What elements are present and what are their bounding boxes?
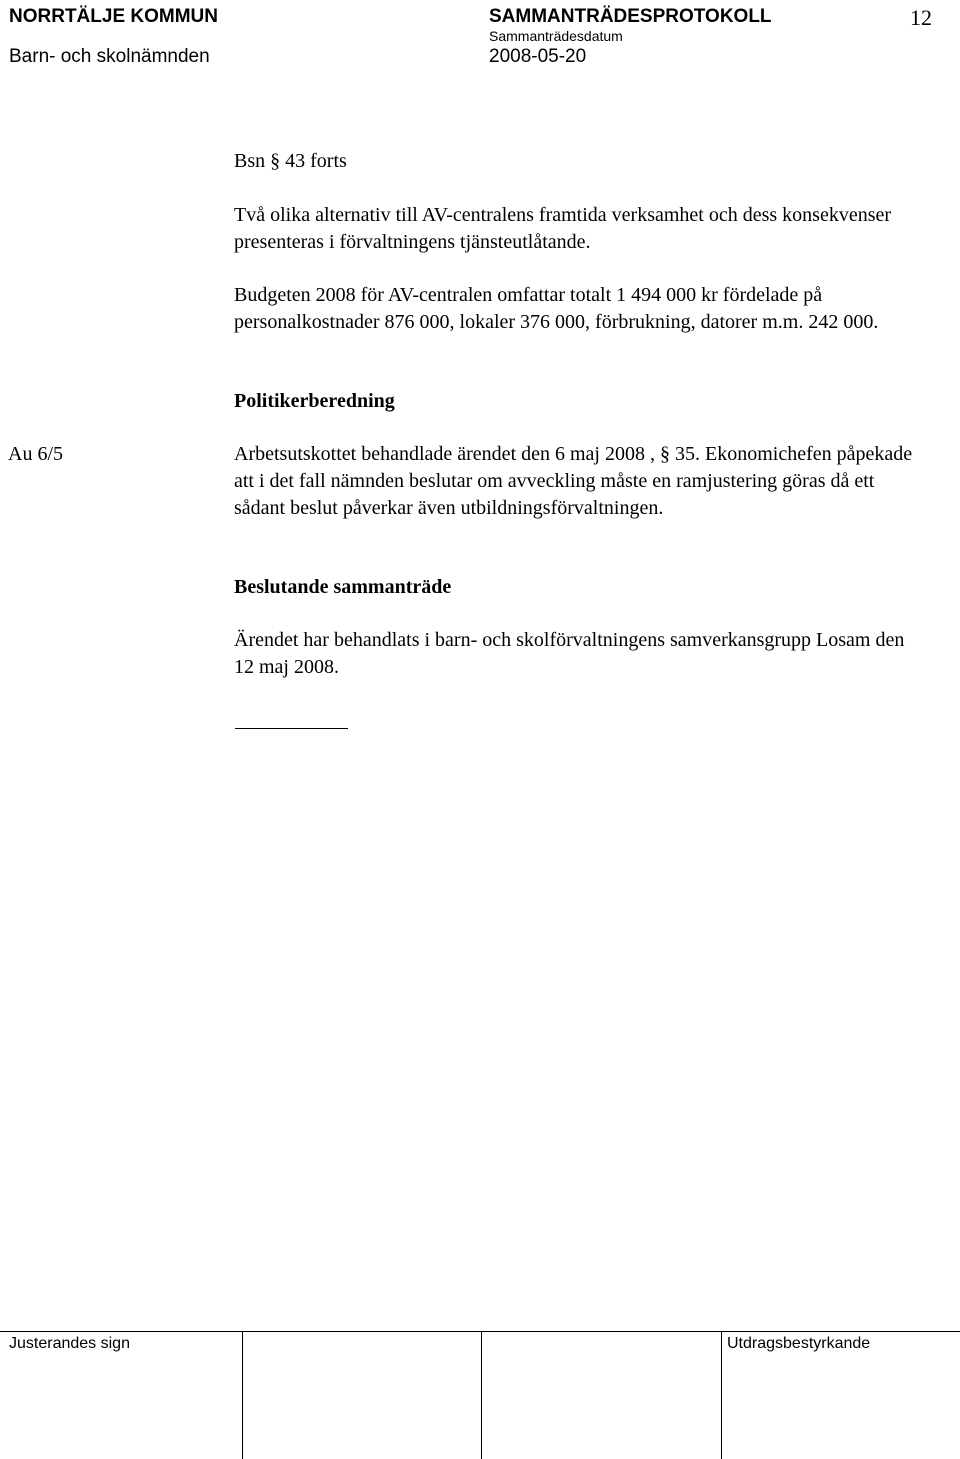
heading-politikerberedning: Politikerberedning: [234, 390, 395, 412]
committee-name: Barn- och skolnämnden: [9, 46, 210, 67]
margin-reference: Au 6/5: [8, 443, 63, 465]
paragraph-losam: Ärendet har behandlats i barn- och skolförvaltningens samverkansgrupp Losam den 12 maj 2008.: [234, 629, 905, 678]
document-type: SAMMANTRÄDESPROTOKOLL: [489, 6, 772, 27]
municipality-name: NORRTÄLJE KOMMUN: [9, 6, 218, 27]
heading-beslutande-sammantrade: Beslutande sammanträde: [234, 576, 452, 598]
date-label: Sammanträdesdatum: [489, 28, 623, 44]
paragraph-arbetsutskottet: Arbetsutskottet behandlade ärendet den 6 maj 2008 , § 35. Ekonomichefen påpekade att i det fall nämnden beslutar om avveckling måste en ramjustering göras då ett sådant beslut påverkar även utbildningsförvaltningen.: [234, 443, 913, 519]
section-title: Bsn § 43 forts: [234, 150, 347, 172]
page-number: 12: [910, 5, 932, 30]
utdragsbestyrkande-label: Utdragsbestyrkande: [727, 1335, 871, 1352]
footer-divider-3: [721, 1331, 722, 1459]
footer-divider-2: [481, 1331, 482, 1459]
footer-divider-1: [242, 1331, 243, 1459]
meeting-date: 2008-05-20: [489, 46, 587, 67]
paragraph-alternatives: Två olika alternativ till AV-centralens framtida verksamhet och dess konsekvenser presenteras i förvaltningens tjänsteutlåtande.: [234, 204, 892, 253]
end-divider: [235, 728, 348, 729]
footer-top-rule: [0, 1331, 960, 1332]
justerandes-sign-label: Justerandes sign: [9, 1335, 130, 1352]
paragraph-budget: Budgeten 2008 för AV-centralen omfattar totalt 1 494 000 kr fördelade på personalkostnader 876 000, lokaler 376 000, förbrukning, datorer m.m. 242 000.: [234, 284, 879, 333]
